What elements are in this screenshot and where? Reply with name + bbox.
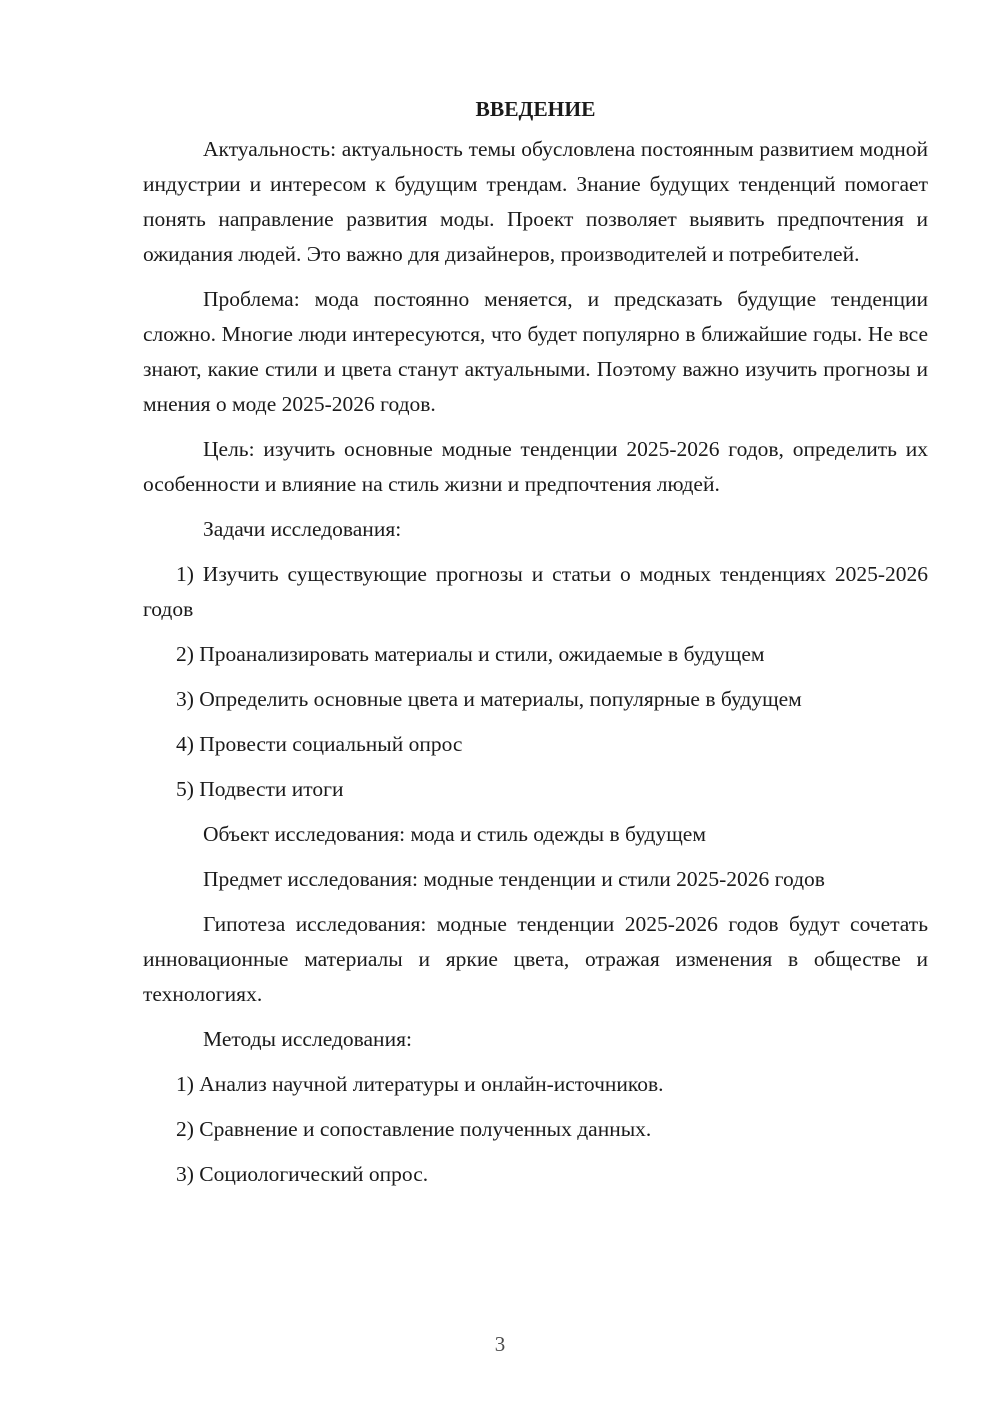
goal-paragraph: Цель: изучить основные модные тенденции 2025-2026 годов, определить их особенности и влияние на стиль жизни и предпочтения людей. [143,437,928,496]
problem-paragraph: Проблема: мода постоянно меняется, и предсказать будущие тенденции сложно. Многие люди интересуются, что будет популярно в ближайшие годы. Не все знают, какие стили и цвета станут актуальными. Поэтому важно изучить прогнозы и мнения о моде 2025-2026 годов. [143,287,928,416]
task-item: 1) Изучить существующие прогнозы и статьи о модных тенденциях 2025-2026 годов [143,562,928,621]
document-page [143,92,928,1202]
subject-paragraph: Предмет исследования: модные тенденции и стили 2025-2026 годов [203,867,825,891]
tasks-heading: Задачи исследования: [203,517,402,541]
object-paragraph: Объект исследования: мода и стиль одежды в будущем [203,822,706,846]
section-title: ВВЕДЕНИЕ [475,97,596,121]
relevance-paragraph: Актуальность: актуальность темы обусловлена постоянным развитием модной индустрии и интересом к будущим трендам. Знание будущих тенденций помогает понять направление развития моды. Проект позволяет выявить предпочтения и ожидания людей. Это важно для дизайнеров, производителей и потребителей. [143,137,928,266]
page-number: 3 [494,1332,506,1356]
task-item: 4) Провести социальный опрос [176,732,463,756]
methods-heading: Методы исследования: [203,1027,412,1051]
task-item: 3) Определить основные цвета и материалы, популярные в будущем [176,687,802,711]
task-item: 2) Проанализировать материалы и стили, ожидаемые в будущем [176,642,765,666]
method-item: 1) Анализ научной литературы и онлайн-источников. [176,1072,664,1096]
task-item: 5) Подвести итоги [176,777,344,801]
method-item: 3) Социологический опрос. [176,1162,429,1186]
method-item: 2) Сравнение и сопоставление полученных данных. [176,1117,652,1141]
hypothesis-paragraph: Гипотеза исследования: модные тенденции 2025-2026 годов будут сочетать инновационные материалы и яркие цвета, отражая изменения в обществе и технологиях. [143,912,928,1006]
